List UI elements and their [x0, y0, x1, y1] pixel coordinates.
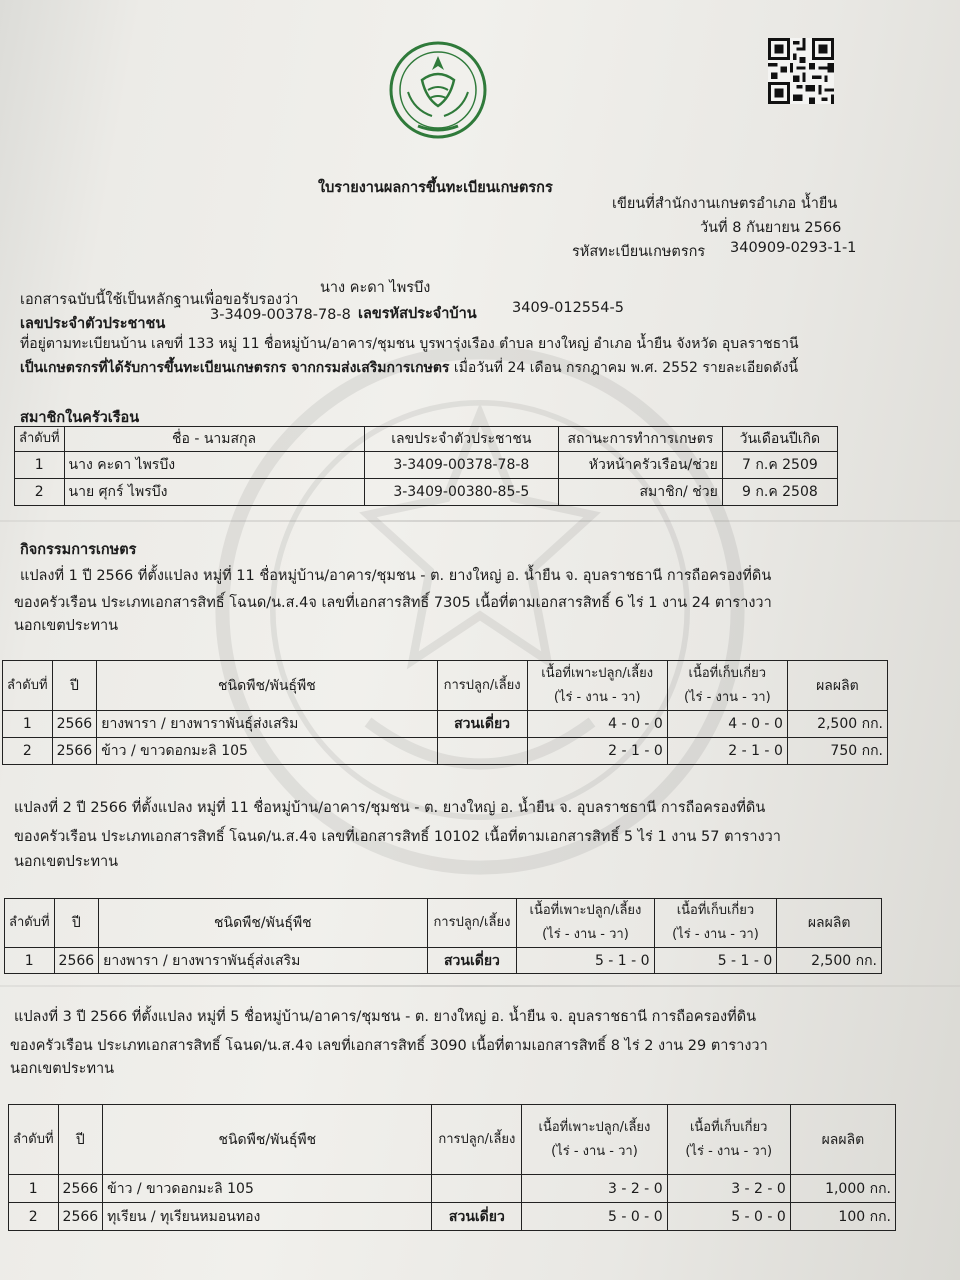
- crop-harvested: 4 - 0 - 0: [667, 711, 787, 738]
- column-header: เลขประจำตัวประชาชน: [364, 427, 559, 452]
- column-header: ชื่อ - นามสกุล: [64, 427, 364, 452]
- plot-3-line-2: ของครัวเรือน ประเภทเอกสารสิทธิ์ โฉนด/น.ส.4จ เลขที่เอกสารสิทธิ์ 3090 เนื้อที่ตามเอกสารสิทธิ์ 8 ไร่ 2 งาน 29 ตารางวา: [10, 1038, 768, 1054]
- member-name: นาง คะดา ไพรบึง: [64, 452, 364, 479]
- crop-year: 2566: [58, 1175, 103, 1203]
- registration-statement: [20, 357, 798, 379]
- table-header-row: [15, 427, 838, 452]
- harvested-header: เนื้อที่เก็บเกี่ยว: [689, 1119, 768, 1135]
- column-header: ลำดับที่: [3, 661, 53, 711]
- column-header: วันเดือนปีเกิด: [722, 427, 837, 452]
- crop-harvested: 5 - 0 - 0: [667, 1203, 790, 1231]
- member-id: 3-3409-00380-85-5: [364, 479, 559, 506]
- crop-planted: 5 - 0 - 0: [522, 1203, 667, 1231]
- table-row: [3, 738, 888, 765]
- member-status: สมาชิก/ ช่วย: [559, 479, 723, 506]
- address: ที่อยู่ตามทะเบียนบ้าน เลขที่ 133 หมู่ 11 ชื่อหมู่บ้าน/อาคาร/ชุมชน บูรพารุ่งเรือง ตำบล ยางใหญ่ อำเภอ น้ำยืน จังหวัด อุบลราชธานี: [20, 336, 799, 352]
- crop-yield: 2,500 กก.: [777, 948, 882, 974]
- table-row: [15, 479, 838, 506]
- crop-planted: 5 - 1 - 0: [517, 948, 654, 974]
- crop-harvested: 5 - 1 - 0: [654, 948, 777, 974]
- id-value: 3-3409-00378-78-8: [210, 307, 351, 323]
- crop-yield: 1,000 กก.: [790, 1175, 895, 1203]
- table-header-row: [9, 1105, 896, 1175]
- crop-name: ยางพารา / ยางพาราพันธุ์ส่งเสริม: [99, 948, 427, 974]
- crop-no: 1: [5, 948, 55, 974]
- table-header-row: [3, 661, 888, 711]
- id-label: เลขประจำตัวประชาชน: [20, 316, 166, 332]
- plot-1-line-3: นอกเขตประทาน: [14, 618, 119, 634]
- planted-header: เนื้อที่เพาะปลูก/เลี้ยง: [529, 903, 642, 918]
- column-header: ลำดับที่: [5, 899, 55, 948]
- column-header: การปลูก/เลี้ยง: [427, 899, 517, 948]
- column-header: [522, 1105, 667, 1175]
- table-row: [3, 711, 888, 738]
- crop-name: ข้าว / ขาวดอกมะลิ 105: [103, 1175, 432, 1203]
- crop-harvested: 2 - 1 - 0: [667, 738, 787, 765]
- column-header: [517, 899, 654, 948]
- column-header: สถานะการทำการเกษตร: [559, 427, 723, 452]
- plot-2-line-1: แปลงที่ 2 ปี 2566 ที่ตั้งแปลง หมู่ที่ 11 ชื่อหมู่บ้าน/อาคาร/ชุมชน - ต. ยางใหญ่ อ. น้ำยืน จ. อุบลราชธานี การถือครองที่ดิน: [14, 800, 766, 816]
- member-name: นาย ศุกร์ ไพรบึง: [64, 479, 364, 506]
- column-header: การปลูก/เลี้ยง: [437, 661, 527, 711]
- table-row: [9, 1203, 896, 1231]
- crop-planted: 2 - 1 - 0: [527, 738, 667, 765]
- registration-label: รหัสทะเบียนเกษตรกร: [572, 244, 706, 260]
- column-header: ปี: [54, 899, 99, 948]
- plot-3-crop-table: [8, 1104, 896, 1231]
- crop-method: [437, 738, 527, 765]
- registration-number: 340909-0293-1-1: [730, 240, 857, 256]
- planted-header: เนื้อที่เพาะปลูก/เลี้ยง: [541, 665, 654, 681]
- crop-yield: 2,500 กก.: [787, 711, 887, 738]
- plot-2-crop-table: [4, 898, 882, 974]
- planted-header: เนื้อที่เพาะปลูก/เลี้ยง: [538, 1119, 651, 1135]
- column-header: [654, 899, 777, 948]
- column-header: [667, 1105, 790, 1175]
- member-id: 3-3409-00378-78-8: [364, 452, 559, 479]
- unit-header: (ไร่ - งาน - วา): [551, 1143, 638, 1159]
- crop-no: 2: [3, 738, 53, 765]
- crop-harvested: 3 - 2 - 0: [667, 1175, 790, 1203]
- crop-no: 2: [9, 1203, 59, 1231]
- plot-2-line-2: ของครัวเรือน ประเภทเอกสารสิทธิ์ โฉนด/น.ส.4จ เลขที่เอกสารสิทธิ์ 10102 เนื้อที่ตามเอกสารสิทธิ์ 5 ไร่ 1 งาน 57 ตารางวา: [14, 829, 781, 845]
- house-value: 3409-012554-5: [512, 300, 624, 316]
- cert-intro: เอกสารฉบับนี้ใช้เป็นหลักฐานเพื่อขอรับรองว่า: [20, 292, 299, 308]
- crop-yield: 100 กก.: [790, 1203, 895, 1231]
- unit-header: (ไร่ - งาน - วา): [553, 689, 641, 705]
- crop-method: สวนเดี่ยว: [427, 948, 517, 974]
- crop-planted: 3 - 2 - 0: [522, 1175, 667, 1203]
- column-header: ชนิดพืช/พันธุ์พืช: [97, 661, 437, 711]
- household-table: [14, 426, 838, 506]
- crop-no: 1: [9, 1175, 59, 1203]
- table-row: [5, 948, 882, 974]
- crop-year: 2566: [52, 711, 97, 738]
- registration-statement-date: เมื่อวันที่ 24 เดือน กรกฎาคม พ.ศ. 2552 รายละเอียดดังนี้: [453, 360, 799, 376]
- table-header-row: [5, 899, 882, 948]
- column-header: ปี: [58, 1105, 103, 1175]
- column-header: ผลผลิต: [787, 661, 887, 711]
- paper-fold: [0, 985, 960, 987]
- crop-name: ยางพารา / ยางพาราพันธุ์ส่งเสริม: [97, 711, 437, 738]
- member-no: 2: [15, 479, 65, 506]
- unit-header: (ไร่ - งาน - วา): [672, 927, 759, 942]
- registration-statement-bold: เป็นเกษตรกรที่ได้รับการขึ้นทะเบียนเกษตรกร จากกรมส่งเสริมการเกษตร: [20, 360, 450, 376]
- crop-name: ข้าว / ขาวดอกมะลิ 105: [97, 738, 437, 765]
- crop-year: 2566: [52, 738, 97, 765]
- plot-1-line-1: แปลงที่ 1 ปี 2566 ที่ตั้งแปลง หมู่ที่ 11 ชื่อหมู่บ้าน/อาคาร/ชุมชน - ต. ยางใหญ่ อ. น้ำยืน จ. อุบลราชธานี การถือครองที่ดิน: [20, 568, 772, 584]
- harvested-header: เนื้อที่เก็บเกี่ยว: [688, 665, 767, 681]
- crop-planted: 4 - 0 - 0: [527, 711, 667, 738]
- plot-3-line-1: แปลงที่ 3 ปี 2566 ที่ตั้งแปลง หมู่ที่ 5 ชื่อหมู่บ้าน/อาคาร/ชุมชน - ต. ยางใหญ่ อ. น้ำยืน จ. อุบลราชธานี การถือครองที่ดิน: [14, 1009, 757, 1025]
- document-date: วันที่ 8 กันยายน 2566: [700, 220, 842, 236]
- column-header: ชนิดพืช/พันธุ์พืช: [103, 1105, 432, 1175]
- plot-3-line-3: นอกเขตประทาน: [10, 1061, 115, 1077]
- column-header: ลำดับที่: [9, 1105, 59, 1175]
- unit-header: (ไร่ - งาน - วา): [542, 927, 629, 942]
- column-header: ชนิดพืช/พันธุ์พืช: [99, 899, 427, 948]
- column-header: ลำดับที่: [15, 427, 65, 452]
- unit-header: (ไร่ - งาน - วา): [683, 689, 771, 705]
- table-row: [9, 1175, 896, 1203]
- plot-2-line-3: นอกเขตประทาน: [14, 854, 119, 870]
- written-at: เขียนที่สำนักงานเกษตรอำเภอ น้ำยืน: [612, 196, 838, 212]
- column-header: ปี: [52, 661, 97, 711]
- plot-1-line-2: ของครัวเรือน ประเภทเอกสารสิทธิ์ โฉนด/น.ส.4จ เลขที่เอกสารสิทธิ์ 7305 เนื้อที่ตามเอกสารสิทธิ์ 6 ไร่ 1 งาน 24 ตารางวา: [14, 595, 772, 611]
- plot-1-crop-table: [2, 660, 888, 765]
- member-no: 1: [15, 452, 65, 479]
- activities-heading: กิจกรรมการเกษตร: [20, 542, 137, 558]
- crop-method: [432, 1175, 522, 1203]
- household-heading: สมาชิกในครัวเรือน: [20, 410, 140, 426]
- document-title: ใบรายงานผลการขึ้นทะเบียนเกษตรกร: [318, 180, 553, 196]
- member-dob: 7 ก.ค 2509: [722, 452, 837, 479]
- house-label: เลขรหัสประจำบ้าน: [358, 306, 477, 322]
- table-row: [15, 452, 838, 479]
- column-header: ผลผลิต: [777, 899, 882, 948]
- column-header: ผลผลิต: [790, 1105, 895, 1175]
- crop-year: 2566: [54, 948, 99, 974]
- column-header: การปลูก/เลี้ยง: [432, 1105, 522, 1175]
- crop-no: 1: [3, 711, 53, 738]
- crop-method: สวนเดี่ยว: [437, 711, 527, 738]
- column-header: [667, 661, 787, 711]
- crop-name: ทุเรียน / ทุเรียนหมอนทอง: [103, 1203, 432, 1231]
- crop-method: สวนเดี่ยว: [432, 1203, 522, 1231]
- column-header: [527, 661, 667, 711]
- farmer-name: นาง คะดา ไพรบึง: [320, 280, 431, 296]
- crop-yield: 750 กก.: [787, 738, 887, 765]
- member-dob: 9 ก.ค 2508: [722, 479, 837, 506]
- harvested-header: เนื้อที่เก็บเกี่ยว: [676, 903, 755, 918]
- member-status: หัวหน้าครัวเรือน/ช่วย: [559, 452, 723, 479]
- qr-code-icon: [768, 38, 834, 104]
- department-seal-icon: [388, 40, 488, 140]
- unit-header: (ไร่ - งาน - วา): [685, 1143, 773, 1159]
- crop-year: 2566: [58, 1203, 103, 1231]
